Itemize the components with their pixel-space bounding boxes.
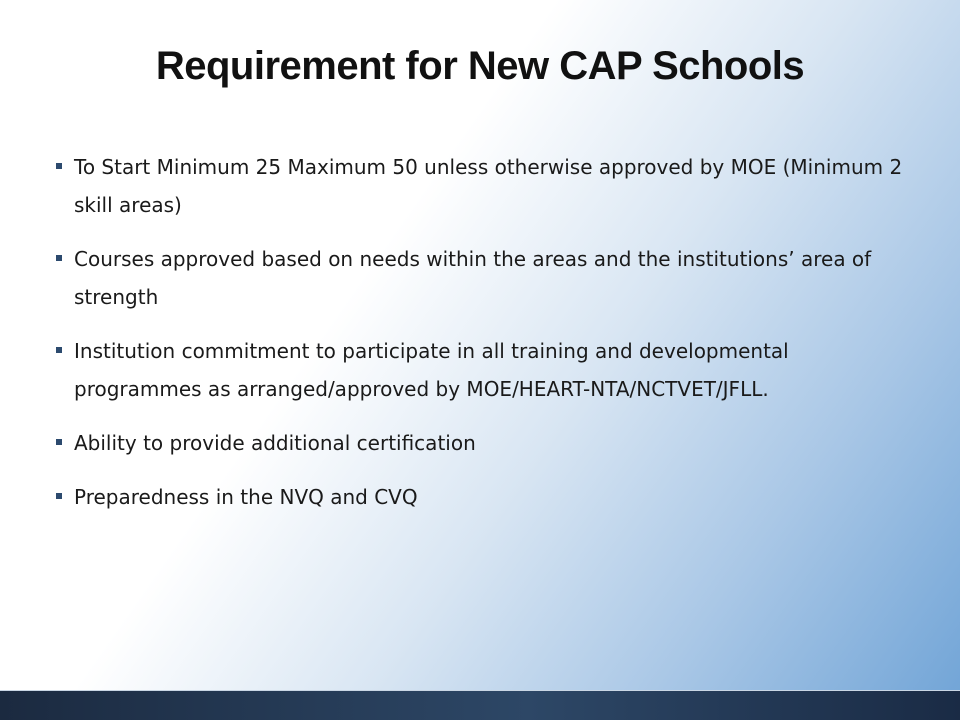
bullet-text: Courses approved based on needs within the areas and the institutions’ area of strength bbox=[74, 247, 872, 309]
square-bullet-icon bbox=[56, 347, 62, 353]
bullet-text: Ability to provide additional certification bbox=[74, 431, 476, 455]
bullet-text: To Start Minimum 25 Maximum 50 unless otherwise approved by MOE (Minimum 2 skill areas) bbox=[74, 155, 903, 217]
square-bullet-icon bbox=[56, 493, 62, 499]
bullet-item bbox=[56, 240, 906, 316]
bullet-item bbox=[56, 478, 906, 516]
square-bullet-icon bbox=[56, 255, 62, 261]
square-bullet-icon bbox=[56, 163, 62, 169]
bullet-text: Preparedness in the NVQ and CVQ bbox=[74, 485, 418, 509]
bullet-list bbox=[56, 148, 906, 532]
slide-title: Requirement for New CAP Schools bbox=[155, 44, 805, 88]
bullet-text: Institution commitment to participate in all training and developmental programmes as arranged/approved by MOE/HEART-NTA/NCTVET/JFLL. bbox=[74, 339, 789, 401]
footer-bar bbox=[0, 690, 960, 720]
bullet-item bbox=[56, 148, 906, 224]
bullet-item bbox=[56, 332, 906, 408]
square-bullet-icon bbox=[56, 439, 62, 445]
bullet-item bbox=[56, 424, 906, 462]
